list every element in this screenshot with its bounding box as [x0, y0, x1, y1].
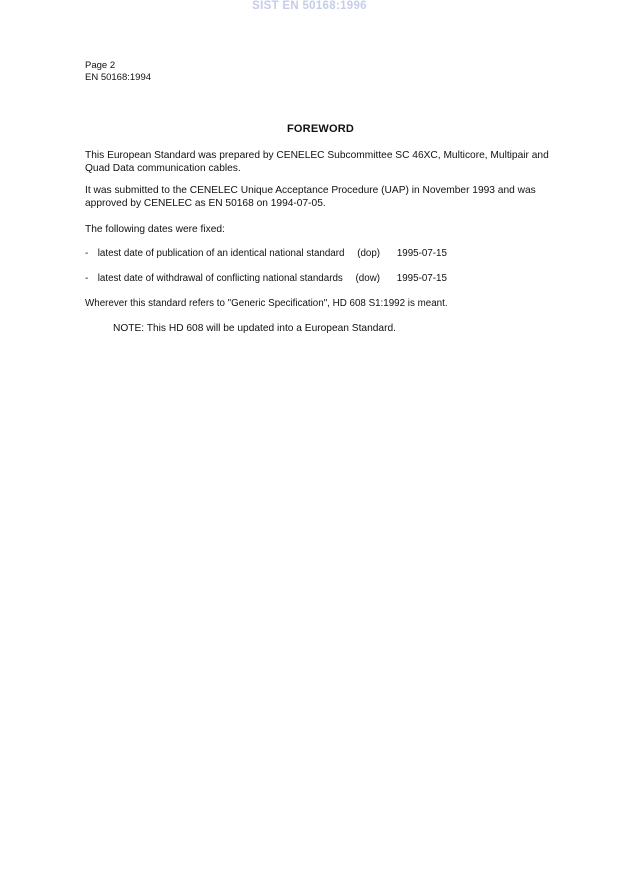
- page-number: Page 2: [85, 60, 116, 71]
- paragraph-dates-intro: The following dates were fixed:: [85, 224, 225, 235]
- page-title: FOREWORD: [287, 123, 354, 135]
- list-bullet: -: [85, 273, 89, 284]
- paragraph-generic-spec: Wherever this standard refers to "Generic Specification", HD 608 S1:1992 is meant.: [85, 298, 448, 309]
- date-item-text: latest date of withdrawal of conflicting national standards: [97, 273, 343, 284]
- document-id: EN 50168:1994: [85, 72, 152, 83]
- date-item-abbreviation: (dow): [355, 273, 381, 284]
- page-header: [85, 60, 151, 84]
- date-item-value: 1995-07-15: [396, 248, 447, 259]
- paragraph-prepared-by: This European Standard was prepared by CENELEC Subcommittee SC 46XC, Multicore, Multipair and Quad Data communication cables.: [85, 150, 549, 174]
- date-item-dop: [85, 248, 447, 260]
- note: NOTE: This HD 608 will be updated into a European Standard.: [113, 323, 396, 334]
- list-bullet: -: [85, 248, 89, 259]
- date-item-dow: [85, 273, 447, 285]
- date-item-abbreviation: (dop): [357, 248, 381, 259]
- date-item-text: latest date of publication of an identical national standard: [97, 248, 345, 259]
- date-item-value: 1995-07-15: [396, 273, 447, 284]
- watermark: SIST EN 50168:1996: [252, 0, 367, 12]
- paragraph-approval: It was submitted to the CENELEC Unique Acceptance Procedure (UAP) in November 1993 and was approved by CENELEC as EN 50168 on 1994-07-05.: [85, 185, 536, 209]
